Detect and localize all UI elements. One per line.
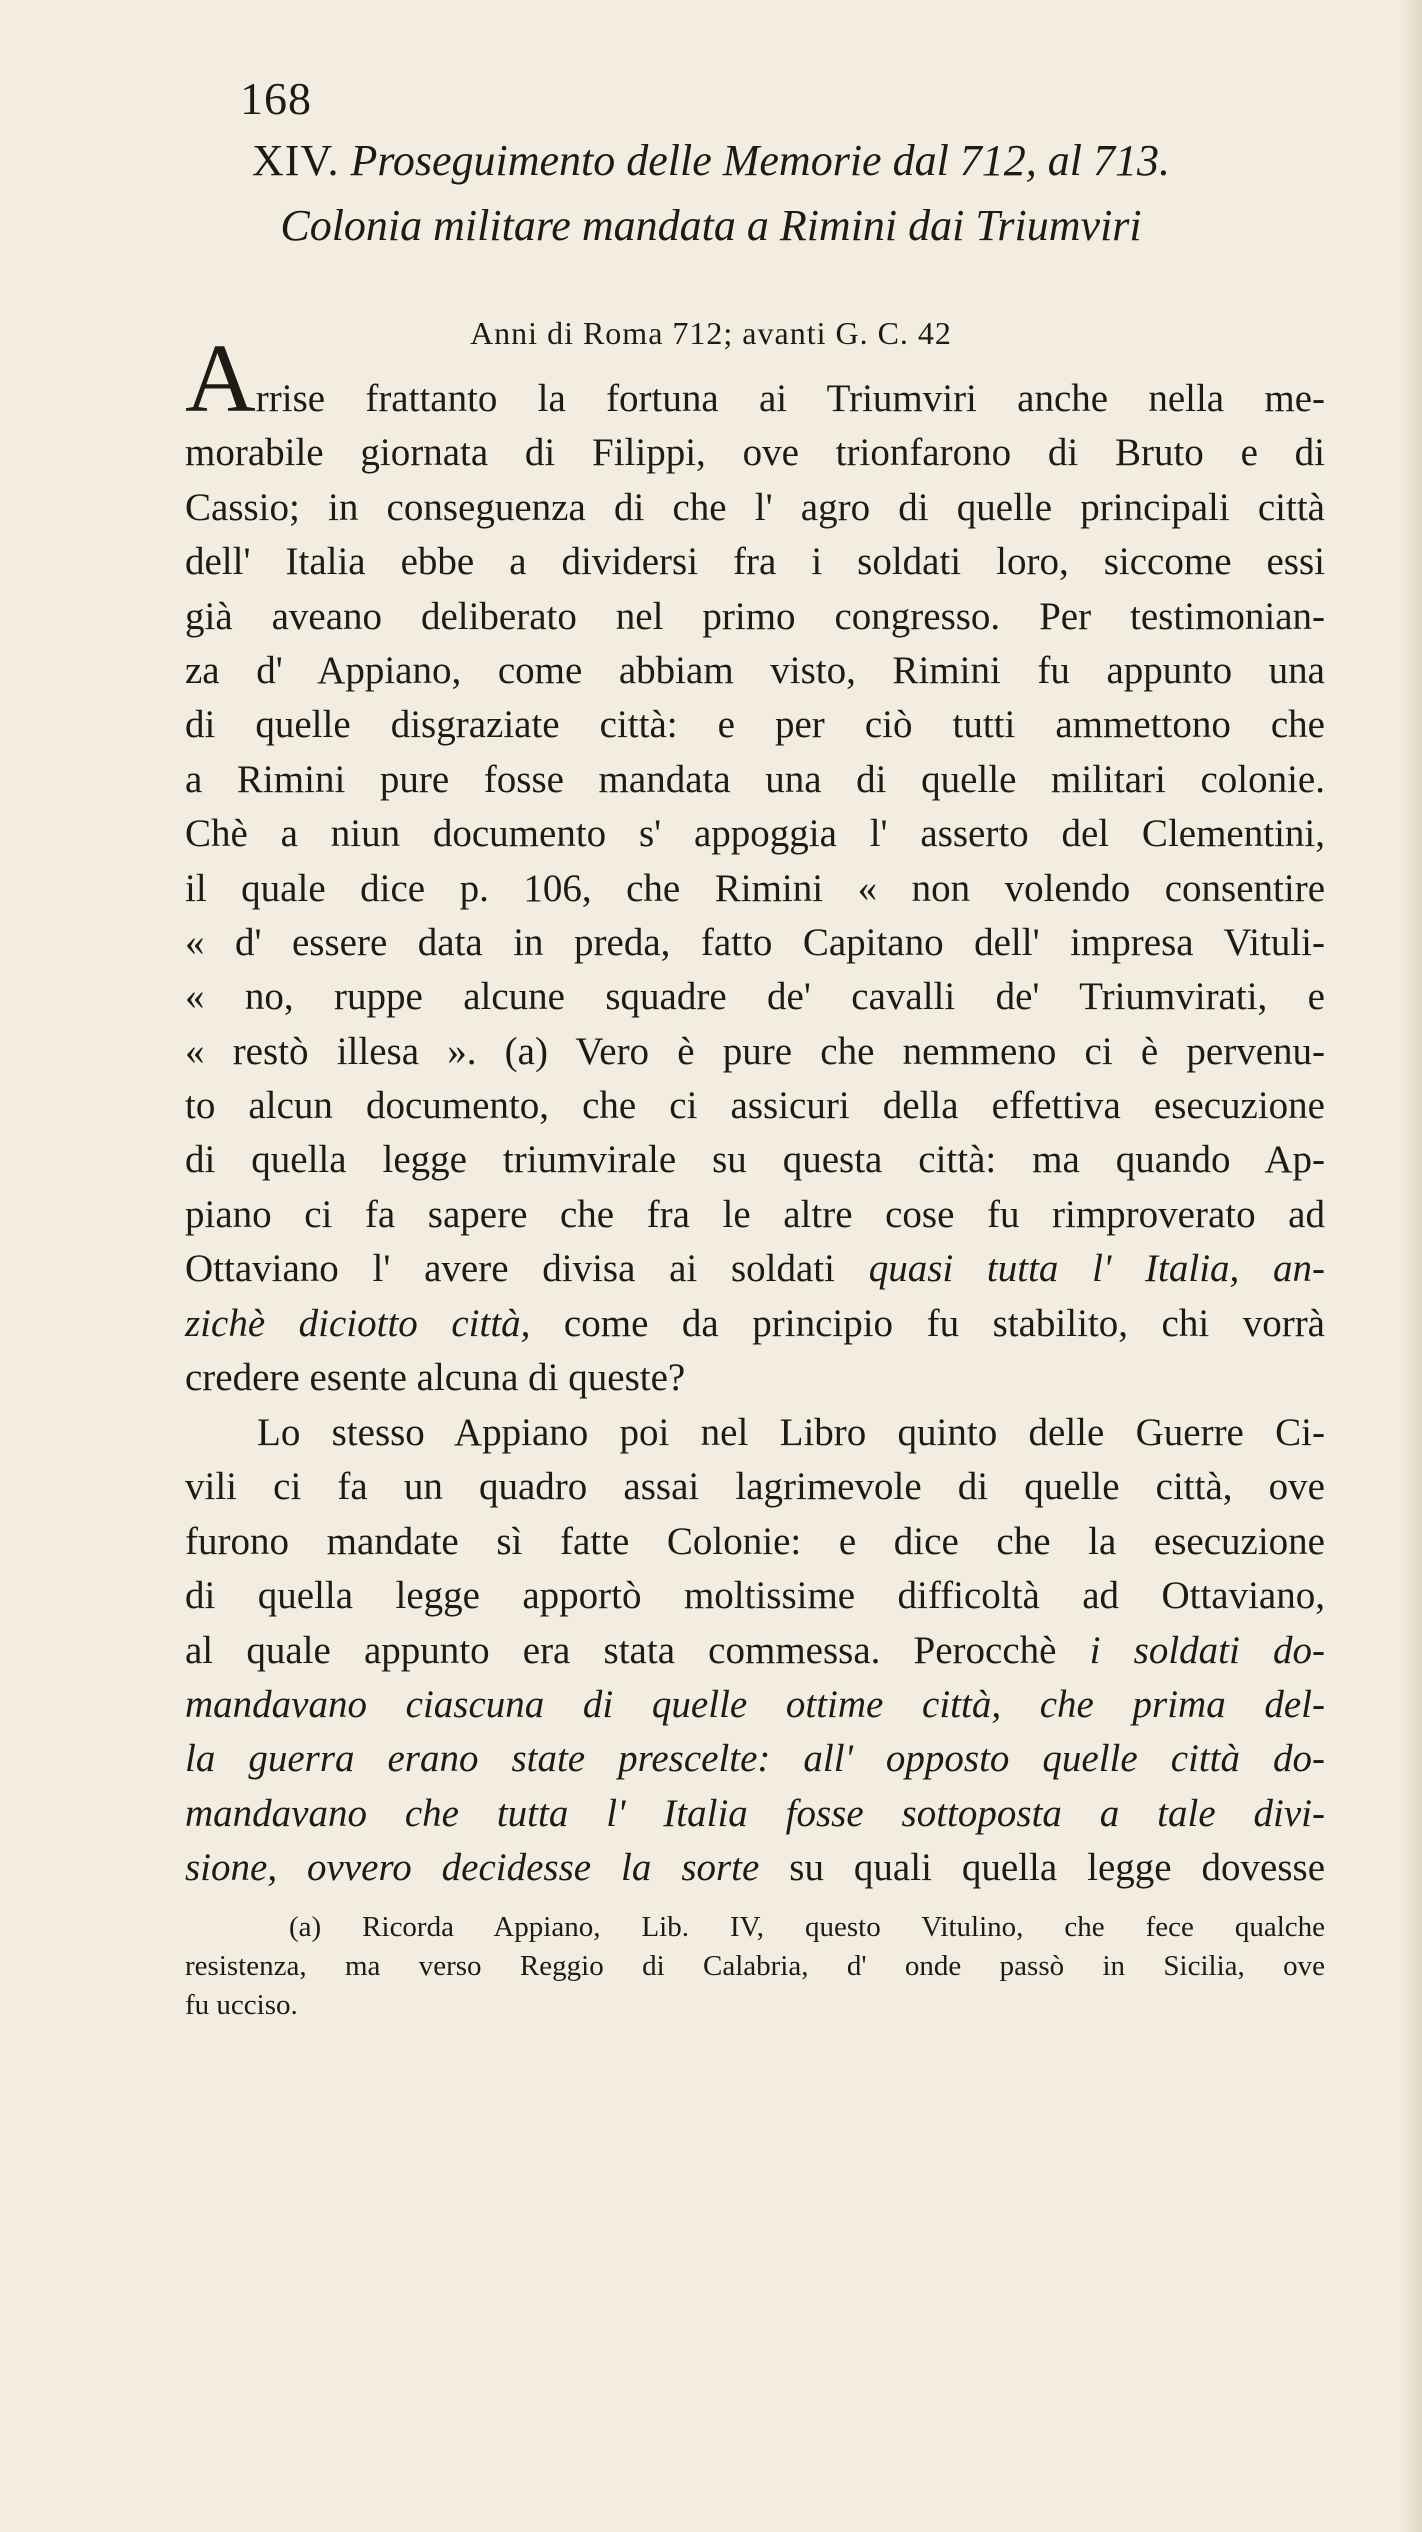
chapter-number: XIV. bbox=[251, 136, 340, 185]
text-line: il quale dice p. 106, che Rimini « non volendo consentire bbox=[185, 866, 1325, 910]
text-line: di quella legge apportò moltissime difficoltà ad Ottaviano, bbox=[185, 1574, 1325, 1618]
text-line: furono mandate sì fatte Colonie: e dice che la esecuzione bbox=[185, 1519, 1325, 1563]
text-line: vili ci fa un quadro assai lagrimevole di quelle città, ove bbox=[185, 1465, 1325, 1509]
text-line: a Rimini pure fosse mandata una di quelle militari colonie. bbox=[185, 757, 1325, 801]
footnote-line: resistenza, ma verso Reggio di Calabria, d' onde passò in Sicilia, ove bbox=[185, 1950, 1325, 1982]
text-line: dell' Italia ebbe a dividersi fra i soldati loro, siccome essi bbox=[185, 540, 1325, 584]
text-line: credere esente alcuna di queste? bbox=[185, 1356, 686, 1400]
paragraph-2-text bbox=[185, 1406, 1325, 1896]
text-line: sione, ovvero decidesse la sorte su quali quella legge dovesse bbox=[185, 1846, 1326, 1890]
text-line: già aveano deliberato nel primo congresso. Per testimonian- bbox=[185, 594, 1325, 638]
text-line: morabile giornata di Filippi, ove trionfarono di Bruto e di bbox=[185, 431, 1325, 475]
text-line: la guerra erano state prescelte: all' opposto quelle città do- bbox=[185, 1737, 1325, 1781]
text-line: di quella legge triumvirale su questa città: ma quando Ap- bbox=[185, 1138, 1325, 1182]
chapter-heading bbox=[0, 135, 1422, 186]
text-line: mandavano che tutta l' Italia fosse sottoposta a tale divi- bbox=[185, 1791, 1325, 1835]
text-line: Arrise frattanto la fortuna ai Triumviri anche nella me- bbox=[185, 325, 1325, 433]
text-line: di quelle disgraziate città: e per ciò tutti ammettono che bbox=[185, 703, 1325, 747]
chapter-title-line-2: Colonia militare mandata a Rimini dai Triumviri bbox=[280, 201, 1142, 250]
text-line: « d' essere data in preda, fatto Capitano dell' impresa Vituli- bbox=[185, 920, 1325, 964]
text-line: piano ci fa sapere che fra le altre cose fu rimproverato ad bbox=[185, 1192, 1325, 1236]
footnote-line: (a) Ricorda Appiano, Lib. IV, questo Vitulino, che fece qualche bbox=[289, 1911, 1325, 1943]
text-line: Lo stesso Appiano poi nel Libro quinto delle Guerre Ci- bbox=[257, 1411, 1325, 1454]
text-line: zichè diciotto città, come da principio fu stabilito, chi vorrà bbox=[185, 1301, 1325, 1345]
italic-phrase: i soldati do- bbox=[1089, 1628, 1325, 1672]
footnote bbox=[185, 1908, 1325, 2025]
drop-cap: A bbox=[185, 325, 256, 433]
text-line: Cassio; in conseguenza di che l' agro di quelle principali città bbox=[185, 485, 1325, 529]
text-line: Ottaviano l' avere divisa ai soldati quasi tutta l' Italia, an- bbox=[185, 1247, 1325, 1291]
dateline: Anni di Roma 712; avanti G. C. 42 bbox=[470, 315, 952, 351]
chapter-subtitle bbox=[0, 200, 1422, 251]
text-line: al quale appunto era stata commessa. Perocchè i soldati do- bbox=[185, 1628, 1325, 1672]
italic-phrase: zichè diciotto città, bbox=[185, 1301, 531, 1345]
italic-phrase: quasi tutta l' Italia, an- bbox=[868, 1247, 1325, 1291]
text-line: Chè a niun documento s' appoggia l' asserto del Clementini, bbox=[185, 812, 1325, 856]
text-line: « no, ruppe alcune squadre de' cavalli de' Triumvirati, e bbox=[185, 975, 1325, 1019]
page-edge-shadow bbox=[1400, 0, 1422, 2532]
text-line: mandavano ciascuna di quelle ottime città, che prima del- bbox=[185, 1682, 1325, 1726]
chapter-title-line-1: Proseguimento delle Memorie dal 712, al 713. bbox=[350, 136, 1171, 185]
text-line: za d' Appiano, come abbiam visto, Rimini fu appunto una bbox=[185, 648, 1325, 692]
text-line: to alcun documento, che ci assicuri della effettiva esecuzione bbox=[185, 1084, 1325, 1128]
page-number: 168 bbox=[240, 73, 312, 124]
text-line: « restò illesa ». (a) Vero è pure che nemmeno ci è pervenu- bbox=[185, 1029, 1325, 1073]
footnote-line: fu ucciso. bbox=[185, 1989, 298, 2021]
